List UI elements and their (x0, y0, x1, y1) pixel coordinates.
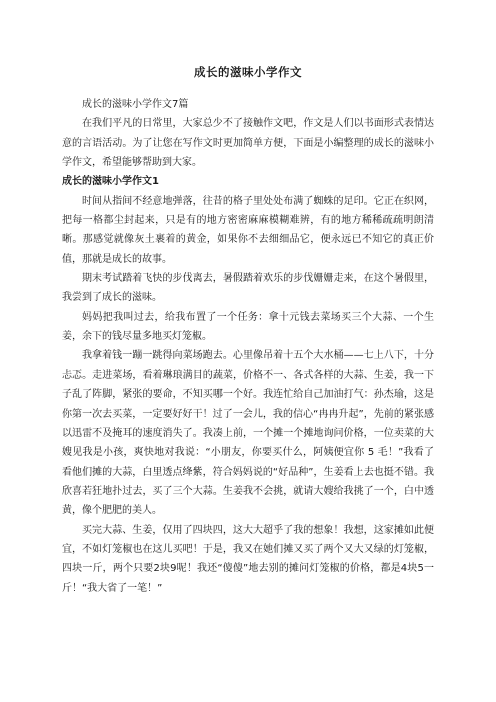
paragraph: 期末考试踏着飞快的步伐离去，暑假踏着欢乐的步伐姗姗走来，在这个暑假里，我尝到了成长的滋味。 (62, 273, 434, 304)
paragraph: 时间从指间不经意地弹落，往昔的格子里处处布满了蜘蛛的足印。它正在织网，把每一格都尘封起来，只是有的地方密密麻麻模糊难辨，有的地方稀稀疏疏明朗清晰。那感觉就像灰土裹着的黄金，如果你不去细细品它，便永远已不知它的真正价值，那就是成长的故事。 (62, 195, 434, 265)
paragraph: 我拿着钱一蹦一跳得向菜场跑去。心里像吊着十五个大水桶——七上八下，十分忐忑。走进菜场，看着琳琅满目的蔬菜，价格不一、各式各样的大蒜、生姜，我一下子乱了阵脚，紧张的要命，不知买哪一个好。我连忙给自己加油打气：孙杰瑜，这是你第一次去买菜，一定要好好干！过了一会儿，我的信心“冉冉升起”，先前的紧张感以迅雷不及掩耳的速度消失了。我凑上前，一个摊一个摊地询问价格，一位卖菜的大嫂见我是小孩，爽快地对我说：“小朋友，你要买什么，阿姨便宜你 5 毛！”我看了看他们摊的大蒜，白里透点绛紫，符合妈妈说的“好品种”，生姜看上去也挺不错。我欣喜若狂地扑过去，买了三个大蒜。生姜我不会挑，就请大嫂给我挑了一个，白中透黄，像个肥肥的美人。 (62, 350, 434, 517)
section-heading: 成长的滋味小学作文1 (62, 176, 159, 188)
document-title: 成长的滋味小学作文 (194, 65, 302, 79)
document-body (62, 95, 434, 598)
paragraph: 成长的滋味小学作文7篇 (82, 99, 189, 110)
paragraph: 买完大蒜、生姜，仅用了四块四，这大大超乎了我的想象！我想，这家摊如此便宜，不如灯笼椒也在这儿买吧！于是，我又在她们摊又买了两个又大又绿的灯笼椒，四块一斤，两个只要2块9呢！我还“傻傻”地去别的摊问灯笼椒的价格，都是4块5一斤！“我大省了一笔！” (62, 524, 434, 594)
paragraph: 在我们平凡的日常里，大家总少不了接触作文吧，作文是人们以书面形式表情达意的言语活动。为了让您在写作文时更加简单方便，下面是小编整理的成长的滋味小学作文，希望能够帮助到大家。 (62, 118, 434, 169)
paragraph: 妈妈把我叫过去，给我布置了一个任务：拿十元钱去菜场买三个大蒜、一个生姜，余下的钱尽量多地买灯笼椒。 (62, 311, 434, 343)
